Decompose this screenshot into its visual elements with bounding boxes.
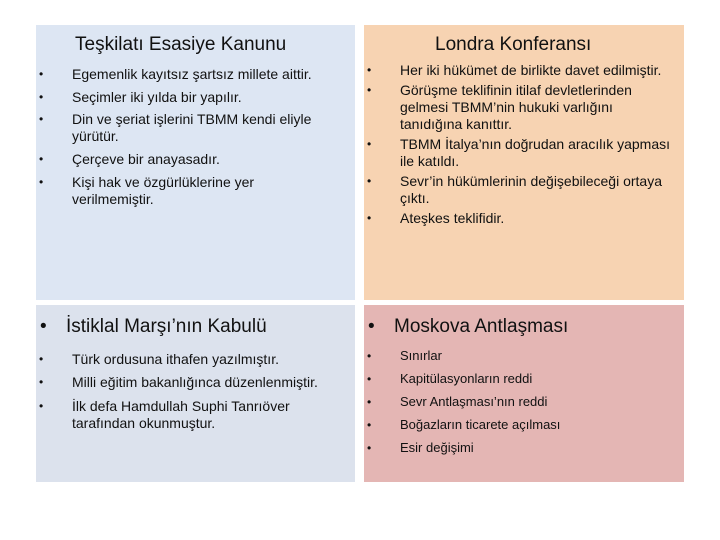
- panel-title: Teşkilatı Esasiye Kanunu: [75, 34, 287, 55]
- list-item: • Seçimler iki yılda bir yapılır.: [39, 89, 242, 105]
- panel-istiklal-marsi: • İstiklal Marşı’nın Kabulü • Türk ordusuna ithafen yazılmıştır. • Milli eğitim bakanlığınca düzenlenmiştir. • İlk defa Hamdullah Suphi Tanrıöver tarafından okunmuştur.: [36, 305, 355, 482]
- list-item: • Sevr Antlaşması’nın reddi: [367, 394, 548, 409]
- list-item: • Sınırlar: [367, 348, 442, 363]
- list-item: • Sevr’in hükümlerinin değişebileceği ortaya çıktı.: [367, 173, 662, 206]
- list-item: • Her iki hükümet de birlikte davet edilmiştir.: [367, 62, 662, 78]
- list-item: • TBMM İtalya’nın doğrudan aracılık yapması ile katıldı.: [367, 136, 671, 169]
- item-list: [39, 66, 324, 208]
- panel-teskilati-esasiye: [36, 25, 355, 300]
- list-item: • Görüşme teklifinin itilaf devletlerinden gelmesi TBMM’nin hukuki varlığını tanıdığına kanıttır.: [367, 82, 632, 132]
- panel-londra-konferansi: [364, 25, 684, 300]
- item-list: [367, 62, 672, 227]
- list-item: • Kişi hak ve özgürlüklerine yer verilmemiştir.: [39, 174, 255, 207]
- list-item: • Ateşkes teklifidir.: [367, 210, 505, 226]
- list-item: • Çerçeve bir anayasadır.: [39, 151, 220, 167]
- panel-title: Moskova Antlaşması: [394, 316, 569, 337]
- list-item: • Din ve şeriat işlerini TBMM kendi eliyle yürütür.: [39, 111, 312, 144]
- list-item: • Boğazların ticarete açılması: [367, 417, 561, 432]
- panel-title: İstiklal Marşı’nın Kabulü: [66, 316, 267, 337]
- item-list: [39, 351, 339, 432]
- item-list: [367, 348, 667, 463]
- panel-moskova-antlasmasi: • Moskova Antlaşması • Sınırlar • Kapitülasyonların reddi • Sevr Antlaşması’nın reddi • Boğazların ticarete açılması • Esir değişimi: [364, 305, 684, 482]
- list-item: • İlk defa Hamdullah Suphi Tanrıöver tarafından okunmuştur.: [39, 398, 290, 431]
- list-item: • Türk ordusuna ithafen yazılmıştır.: [39, 351, 279, 367]
- list-item: • Milli eğitim bakanlığınca düzenlenmiştir.: [39, 374, 318, 390]
- list-item: • Kapitülasyonların reddi: [367, 371, 533, 386]
- list-item: • Egemenlik kayıtsız şartsız millete aittir.: [39, 66, 312, 82]
- panel-title: Londra Konferansı: [435, 34, 592, 55]
- list-item: • Esir değişimi: [367, 440, 474, 455]
